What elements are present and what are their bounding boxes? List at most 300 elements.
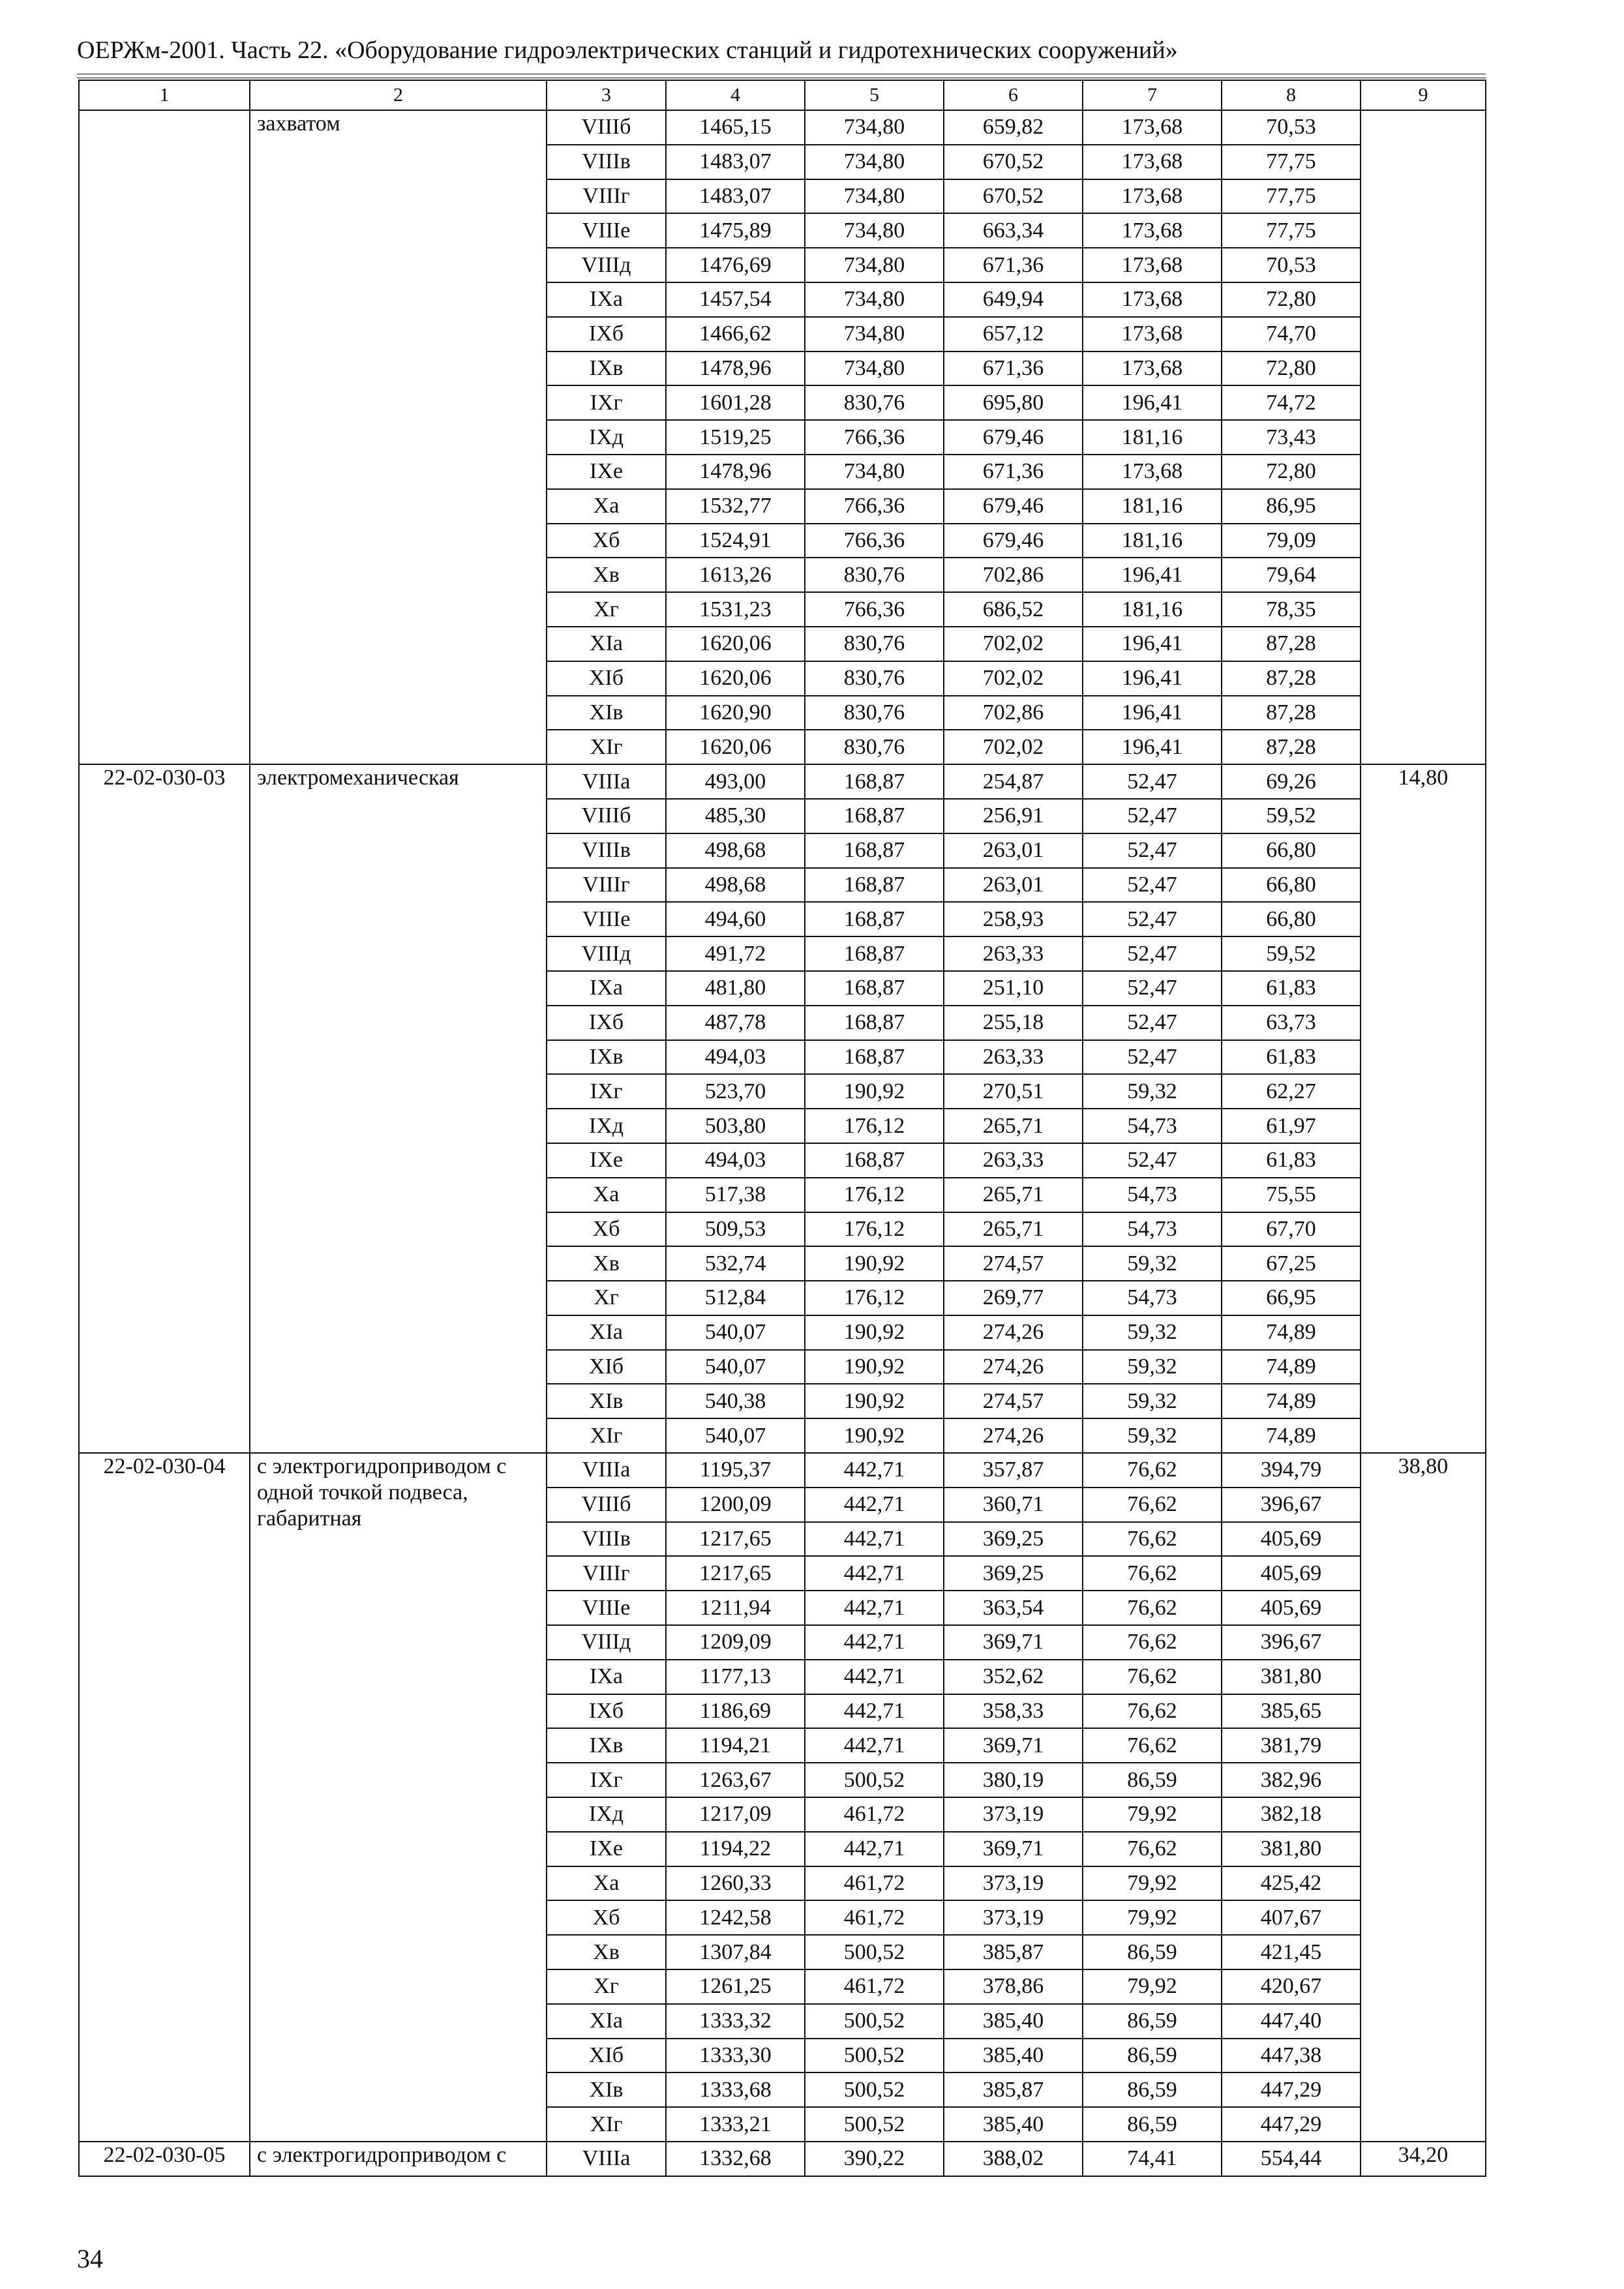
table-cell: 679,46 <box>944 489 1083 524</box>
table-cell: IXе <box>547 1832 666 1866</box>
table-cell: 1519,25 <box>666 420 805 455</box>
table-cell: 54,73 <box>1083 1212 1222 1247</box>
table-cell: 481,80 <box>666 971 805 1006</box>
table-cell: 1200,09 <box>666 1488 805 1522</box>
price-table <box>78 80 1486 2177</box>
table-cell: VIIIг <box>547 1556 666 1591</box>
table-cell: 76,62 <box>1083 1522 1222 1557</box>
table-cell: VIIIб <box>547 799 666 833</box>
table-cell: 830,76 <box>805 730 944 764</box>
table-cell: 181,16 <box>1083 592 1222 627</box>
table-cell: 270,51 <box>944 1074 1083 1109</box>
column-number: 9 <box>1361 80 1486 110</box>
table-cell: 76,62 <box>1083 1832 1222 1866</box>
table-cell: 76,62 <box>1083 1660 1222 1694</box>
item-name: с электрогидроприводом с одной точкой подвеса, габаритная <box>250 1453 547 2142</box>
table-cell: 176,12 <box>805 1109 944 1143</box>
table-cell: 442,71 <box>805 1694 944 1729</box>
table-cell: 76,62 <box>1083 1556 1222 1591</box>
table-cell: 447,38 <box>1222 2039 1361 2073</box>
table-cell: 702,02 <box>944 627 1083 661</box>
table-cell: IXе <box>547 1143 666 1178</box>
table-cell: 190,92 <box>805 1315 944 1350</box>
table-cell: 265,71 <box>944 1178 1083 1212</box>
table-cell: 1620,06 <box>666 661 805 696</box>
table-cell: 766,36 <box>805 592 944 627</box>
table-cell: 494,03 <box>666 1040 805 1075</box>
table-cell: 540,07 <box>666 1315 805 1350</box>
table-cell: Xа <box>547 1178 666 1212</box>
table-row <box>79 2142 1486 2176</box>
table-cell: 421,45 <box>1222 1935 1361 1969</box>
header-rule <box>77 74 1486 78</box>
table-cell: XIб <box>547 1350 666 1384</box>
table-cell: 1457,54 <box>666 282 805 317</box>
table-cell: 74,41 <box>1083 2142 1222 2176</box>
table-cell: 181,16 <box>1083 420 1222 455</box>
table-cell: 87,28 <box>1222 627 1361 661</box>
table-cell: 369,71 <box>944 1728 1083 1763</box>
table-cell: XIв <box>547 696 666 730</box>
table-cell: 59,52 <box>1222 936 1361 971</box>
table-cell: 352,62 <box>944 1660 1083 1694</box>
table-cell: IXг <box>547 1763 666 1797</box>
table-cell: 512,84 <box>666 1281 805 1315</box>
table-cell: VIIIб <box>547 110 666 145</box>
table-cell: 173,68 <box>1083 213 1222 248</box>
table-cell: 1466,62 <box>666 317 805 352</box>
table-cell: 274,26 <box>944 1350 1083 1384</box>
table-cell: 70,53 <box>1222 110 1361 145</box>
column-number: 6 <box>944 80 1083 110</box>
table-cell: 52,47 <box>1083 902 1222 936</box>
table-cell: 196,41 <box>1083 696 1222 730</box>
table-cell: 196,41 <box>1083 661 1222 696</box>
table-cell: 263,01 <box>944 868 1083 903</box>
table-cell: IXд <box>547 1797 666 1832</box>
table-cell: 695,80 <box>944 385 1083 420</box>
table-cell: 491,72 <box>666 936 805 971</box>
table-cell: 52,47 <box>1083 936 1222 971</box>
table-cell: 532,74 <box>666 1246 805 1281</box>
table-cell: 830,76 <box>805 661 944 696</box>
table-cell: IXа <box>547 971 666 1006</box>
table-cell: 442,71 <box>805 1660 944 1694</box>
table-cell: 79,92 <box>1083 1797 1222 1832</box>
table-cell: 196,41 <box>1083 730 1222 764</box>
table-cell: VIIIг <box>547 868 666 903</box>
table-cell: 380,19 <box>944 1763 1083 1797</box>
table-cell: 702,86 <box>944 558 1083 592</box>
table-cell: 766,36 <box>805 420 944 455</box>
table-cell: 1195,37 <box>666 1453 805 1488</box>
table-cell: IXг <box>547 1074 666 1109</box>
table-cell: 1194,22 <box>666 1832 805 1866</box>
table-cell: VIIIд <box>547 1625 666 1660</box>
table-cell: 59,32 <box>1083 1418 1222 1453</box>
table-cell: 373,19 <box>944 1866 1083 1901</box>
table-cell: 734,80 <box>805 213 944 248</box>
table-cell: 77,75 <box>1222 145 1361 179</box>
table-cell: 181,16 <box>1083 524 1222 558</box>
table-cell: 79,92 <box>1083 1866 1222 1901</box>
table-cell: IXб <box>547 1006 666 1040</box>
table-cell: 256,91 <box>944 799 1083 833</box>
table-cell: 388,02 <box>944 2142 1083 2176</box>
table-cell: 369,25 <box>944 1556 1083 1591</box>
table-cell: Xб <box>547 1212 666 1247</box>
table-cell: IXв <box>547 352 666 386</box>
item-col9-value: 38,80 <box>1361 1453 1486 2142</box>
table-cell: IXе <box>547 455 666 489</box>
column-number-row <box>79 80 1486 110</box>
table-cell: 176,12 <box>805 1281 944 1315</box>
table-cell: 461,72 <box>805 1969 944 2004</box>
table-cell: 79,09 <box>1222 524 1361 558</box>
table-cell: 373,19 <box>944 1900 1083 1935</box>
table-cell: 407,67 <box>1222 1900 1361 1935</box>
table-cell: XIа <box>547 627 666 661</box>
table-cell: 59,52 <box>1222 799 1361 833</box>
table-cell: 52,47 <box>1083 1040 1222 1075</box>
table-cell: 1263,67 <box>666 1763 805 1797</box>
table-cell: 442,71 <box>805 1591 944 1625</box>
table-cell: 487,78 <box>666 1006 805 1040</box>
table-cell: 168,87 <box>805 1143 944 1178</box>
table-cell: 461,72 <box>805 1866 944 1901</box>
table-cell: 830,76 <box>805 385 944 420</box>
table-cell: 734,80 <box>805 145 944 179</box>
table-cell: 509,53 <box>666 1212 805 1247</box>
table-cell: 447,29 <box>1222 2072 1361 2107</box>
table-cell: 263,01 <box>944 833 1083 868</box>
table-cell: 168,87 <box>805 868 944 903</box>
table-cell: 686,52 <box>944 592 1083 627</box>
table-cell: 442,71 <box>805 1522 944 1557</box>
table-cell: 1217,65 <box>666 1522 805 1557</box>
column-number: 2 <box>250 80 547 110</box>
table-cell: 1531,23 <box>666 592 805 627</box>
table-cell: 734,80 <box>805 282 944 317</box>
table-cell: XIг <box>547 2107 666 2142</box>
table-cell: 493,00 <box>666 764 805 799</box>
table-cell: IXв <box>547 1040 666 1075</box>
table-cell: VIIIа <box>547 2142 666 2176</box>
table-cell: 255,18 <box>944 1006 1083 1040</box>
table-cell: 702,86 <box>944 696 1083 730</box>
table-cell: 86,59 <box>1083 2004 1222 2039</box>
table-cell: 168,87 <box>805 1040 944 1075</box>
table-cell: 52,47 <box>1083 868 1222 903</box>
table-cell: XIа <box>547 1315 666 1350</box>
table-cell: VIIIе <box>547 902 666 936</box>
table-cell: 394,79 <box>1222 1453 1361 1488</box>
table-cell: 500,52 <box>805 2039 944 2073</box>
table-cell: 442,71 <box>805 1488 944 1522</box>
table-cell: 405,69 <box>1222 1556 1361 1591</box>
table-cell: VIIIа <box>547 1453 666 1488</box>
table-cell: 61,97 <box>1222 1109 1361 1143</box>
table-cell: 1217,09 <box>666 1797 805 1832</box>
table-cell: 1476,69 <box>666 248 805 282</box>
column-number: 3 <box>547 80 666 110</box>
table-cell: 1333,68 <box>666 2072 805 2107</box>
table-cell: 1524,91 <box>666 524 805 558</box>
table-cell: 385,40 <box>944 2039 1083 2073</box>
table-cell: 1333,32 <box>666 2004 805 2039</box>
table-cell: 168,87 <box>805 1006 944 1040</box>
table-cell: 1483,07 <box>666 145 805 179</box>
table-cell: 500,52 <box>805 2072 944 2107</box>
table-cell: 86,59 <box>1083 1763 1222 1797</box>
table-cell: 517,38 <box>666 1178 805 1212</box>
table-cell: 79,92 <box>1083 1969 1222 2004</box>
item-name: захватом <box>250 110 547 764</box>
table-row <box>79 110 1486 145</box>
table-cell: 76,62 <box>1083 1453 1222 1488</box>
table-cell: 265,71 <box>944 1109 1083 1143</box>
item-code: 22-02-030-04 <box>79 1453 250 2142</box>
table-cell: 442,71 <box>805 1728 944 1763</box>
table-cell: 396,67 <box>1222 1488 1361 1522</box>
table-cell: 540,07 <box>666 1418 805 1453</box>
table-cell: 258,93 <box>944 902 1083 936</box>
table-cell: 190,92 <box>805 1384 944 1418</box>
table-cell: 168,87 <box>805 833 944 868</box>
column-number: 7 <box>1083 80 1222 110</box>
table-cell: 168,87 <box>805 799 944 833</box>
table-cell: 274,26 <box>944 1315 1083 1350</box>
table-cell: Xг <box>547 1281 666 1315</box>
table-cell: 1601,28 <box>666 385 805 420</box>
table-cell: 540,07 <box>666 1350 805 1384</box>
table-cell: 1333,21 <box>666 2107 805 2142</box>
table-cell: 86,59 <box>1083 1935 1222 1969</box>
table-cell: 461,72 <box>805 1797 944 1832</box>
table-cell: 396,67 <box>1222 1625 1361 1660</box>
table-cell: 385,65 <box>1222 1694 1361 1729</box>
table-cell: 77,75 <box>1222 179 1361 214</box>
table-cell: 59,32 <box>1083 1074 1222 1109</box>
table-cell: 72,80 <box>1222 282 1361 317</box>
table-cell: 500,52 <box>805 1935 944 1969</box>
table-cell: 87,28 <box>1222 696 1361 730</box>
table-cell: 1194,21 <box>666 1728 805 1763</box>
table-cell: 87,28 <box>1222 730 1361 764</box>
table-cell: 168,87 <box>805 902 944 936</box>
table-row <box>79 1453 1486 1488</box>
table-cell: 67,25 <box>1222 1246 1361 1281</box>
table-cell: Xб <box>547 1900 666 1935</box>
table-cell: Xв <box>547 1246 666 1281</box>
table-cell: 447,40 <box>1222 2004 1361 2039</box>
table-cell: IXв <box>547 1728 666 1763</box>
table-cell: 494,03 <box>666 1143 805 1178</box>
table-cell: 382,96 <box>1222 1763 1361 1797</box>
table-cell: 62,27 <box>1222 1074 1361 1109</box>
table-cell: 86,59 <box>1083 2039 1222 2073</box>
table-cell: VIIIг <box>547 179 666 214</box>
table-cell: 405,69 <box>1222 1591 1361 1625</box>
table-cell: 500,52 <box>805 1763 944 1797</box>
table-cell: 1475,89 <box>666 213 805 248</box>
table-cell: 190,92 <box>805 1074 944 1109</box>
table-cell: 196,41 <box>1083 385 1222 420</box>
item-col9-value: 14,80 <box>1361 764 1486 1453</box>
table-cell: Xв <box>547 558 666 592</box>
table-cell: 173,68 <box>1083 179 1222 214</box>
table-cell: 734,80 <box>805 352 944 386</box>
table-cell: 73,43 <box>1222 420 1361 455</box>
table-cell: 702,02 <box>944 661 1083 696</box>
table-cell: 1620,90 <box>666 696 805 730</box>
table-cell: 173,68 <box>1083 455 1222 489</box>
table-cell: 447,29 <box>1222 2107 1361 2142</box>
table-cell: 679,46 <box>944 524 1083 558</box>
table-cell: 1261,25 <box>666 1969 805 2004</box>
table-cell: 74,89 <box>1222 1315 1361 1350</box>
table-cell: 1307,84 <box>666 1935 805 1969</box>
table-cell: 385,40 <box>944 2004 1083 2039</box>
table-cell: VIIIв <box>547 1522 666 1557</box>
table-cell: 369,71 <box>944 1625 1083 1660</box>
table-cell: 72,80 <box>1222 352 1361 386</box>
table-cell: 86,59 <box>1083 2072 1222 2107</box>
table-cell: 442,71 <box>805 1453 944 1488</box>
table-cell: 461,72 <box>805 1900 944 1935</box>
table-cell: 1209,09 <box>666 1625 805 1660</box>
table-cell: 1465,15 <box>666 110 805 145</box>
table-cell: 66,80 <box>1222 902 1361 936</box>
table-cell: 663,34 <box>944 213 1083 248</box>
table-cell: 830,76 <box>805 696 944 730</box>
table-cell: 766,36 <box>805 489 944 524</box>
table-cell: XIб <box>547 2039 666 2073</box>
table-cell: 1620,06 <box>666 627 805 661</box>
table-cell: 76,62 <box>1083 1488 1222 1522</box>
table-cell: 59,32 <box>1083 1384 1222 1418</box>
table-cell: 52,47 <box>1083 1143 1222 1178</box>
table-cell: 173,68 <box>1083 145 1222 179</box>
table-cell: 385,87 <box>944 1935 1083 1969</box>
table-cell: IXа <box>547 282 666 317</box>
table-cell: VIIIе <box>547 1591 666 1625</box>
table-cell: IXд <box>547 1109 666 1143</box>
table-cell: VIIIа <box>547 764 666 799</box>
table-cell: 671,36 <box>944 248 1083 282</box>
table-cell: 76,62 <box>1083 1591 1222 1625</box>
table-cell: 78,35 <box>1222 592 1361 627</box>
table-cell: 1186,69 <box>666 1694 805 1729</box>
table-cell: 72,80 <box>1222 455 1361 489</box>
table-cell: 1620,06 <box>666 730 805 764</box>
table-cell: 66,80 <box>1222 868 1361 903</box>
table-cell: 74,72 <box>1222 385 1361 420</box>
table-cell: Xг <box>547 1969 666 2004</box>
item-name: электромеханическая <box>250 764 547 1453</box>
item-code: 22-02-030-03 <box>79 764 250 1453</box>
table-cell: 1333,30 <box>666 2039 805 2073</box>
table-cell: 79,92 <box>1083 1900 1222 1935</box>
table-cell: 702,02 <box>944 730 1083 764</box>
table-cell: 670,52 <box>944 145 1083 179</box>
table-cell: 1532,77 <box>666 489 805 524</box>
table-cell: 830,76 <box>805 627 944 661</box>
column-number: 5 <box>805 80 944 110</box>
table-cell: 190,92 <box>805 1418 944 1453</box>
table-cell: 554,44 <box>1222 2142 1361 2176</box>
table-cell: VIIIв <box>547 833 666 868</box>
table-cell: XIб <box>547 661 666 696</box>
table-cell: 190,92 <box>805 1246 944 1281</box>
table-cell: 671,36 <box>944 455 1083 489</box>
table-cell: 66,80 <box>1222 833 1361 868</box>
table-cell: VIIIд <box>547 248 666 282</box>
table-cell: 269,77 <box>944 1281 1083 1315</box>
column-number: 1 <box>79 80 250 110</box>
item-col9-value: 34,20 <box>1361 2142 1486 2176</box>
table-cell: 196,41 <box>1083 558 1222 592</box>
table-cell: 168,87 <box>805 971 944 1006</box>
table-cell: Xг <box>547 592 666 627</box>
table-cell: 1613,26 <box>666 558 805 592</box>
table-cell: VIIIв <box>547 145 666 179</box>
table-cell: 657,12 <box>944 317 1083 352</box>
table-cell: 385,40 <box>944 2107 1083 2142</box>
table-cell: 74,89 <box>1222 1384 1361 1418</box>
table-cell: 679,46 <box>944 420 1083 455</box>
table-cell: 390,22 <box>805 2142 944 2176</box>
table-cell: 173,68 <box>1083 248 1222 282</box>
table-cell: 734,80 <box>805 179 944 214</box>
table-cell: 649,94 <box>944 282 1083 317</box>
table-cell: 52,47 <box>1083 799 1222 833</box>
table-cell: IXб <box>547 317 666 352</box>
table-cell: 263,33 <box>944 1143 1083 1178</box>
table-cell: 1217,65 <box>666 1556 805 1591</box>
table-cell: 378,86 <box>944 1969 1083 2004</box>
table-cell: 86,59 <box>1083 2107 1222 2142</box>
item-col9-value <box>1361 110 1486 764</box>
table-cell: Xа <box>547 489 666 524</box>
table-cell: Xв <box>547 1935 666 1969</box>
table-cell: IXд <box>547 420 666 455</box>
table-cell: 503,80 <box>666 1109 805 1143</box>
table-cell: 54,73 <box>1083 1281 1222 1315</box>
table-cell: 66,95 <box>1222 1281 1361 1315</box>
table-cell: 659,82 <box>944 110 1083 145</box>
table-cell: 76,62 <box>1083 1625 1222 1660</box>
table-cell: 67,70 <box>1222 1212 1361 1247</box>
table-cell: 52,47 <box>1083 764 1222 799</box>
table-cell: 77,75 <box>1222 213 1361 248</box>
table-cell: 494,60 <box>666 902 805 936</box>
table-cell: XIг <box>547 730 666 764</box>
table-cell: 442,71 <box>805 1832 944 1866</box>
column-number: 8 <box>1222 80 1361 110</box>
table-cell: 1332,68 <box>666 2142 805 2176</box>
table-cell: 363,54 <box>944 1591 1083 1625</box>
table-cell: 830,76 <box>805 558 944 592</box>
table-cell: 485,30 <box>666 799 805 833</box>
table-cell: 1260,33 <box>666 1866 805 1901</box>
table-cell: 52,47 <box>1083 971 1222 1006</box>
table-cell: 69,26 <box>1222 764 1361 799</box>
table-cell: 373,19 <box>944 1797 1083 1832</box>
table-row <box>79 764 1486 799</box>
table-cell: 254,87 <box>944 764 1083 799</box>
table-cell: 181,16 <box>1083 489 1222 524</box>
